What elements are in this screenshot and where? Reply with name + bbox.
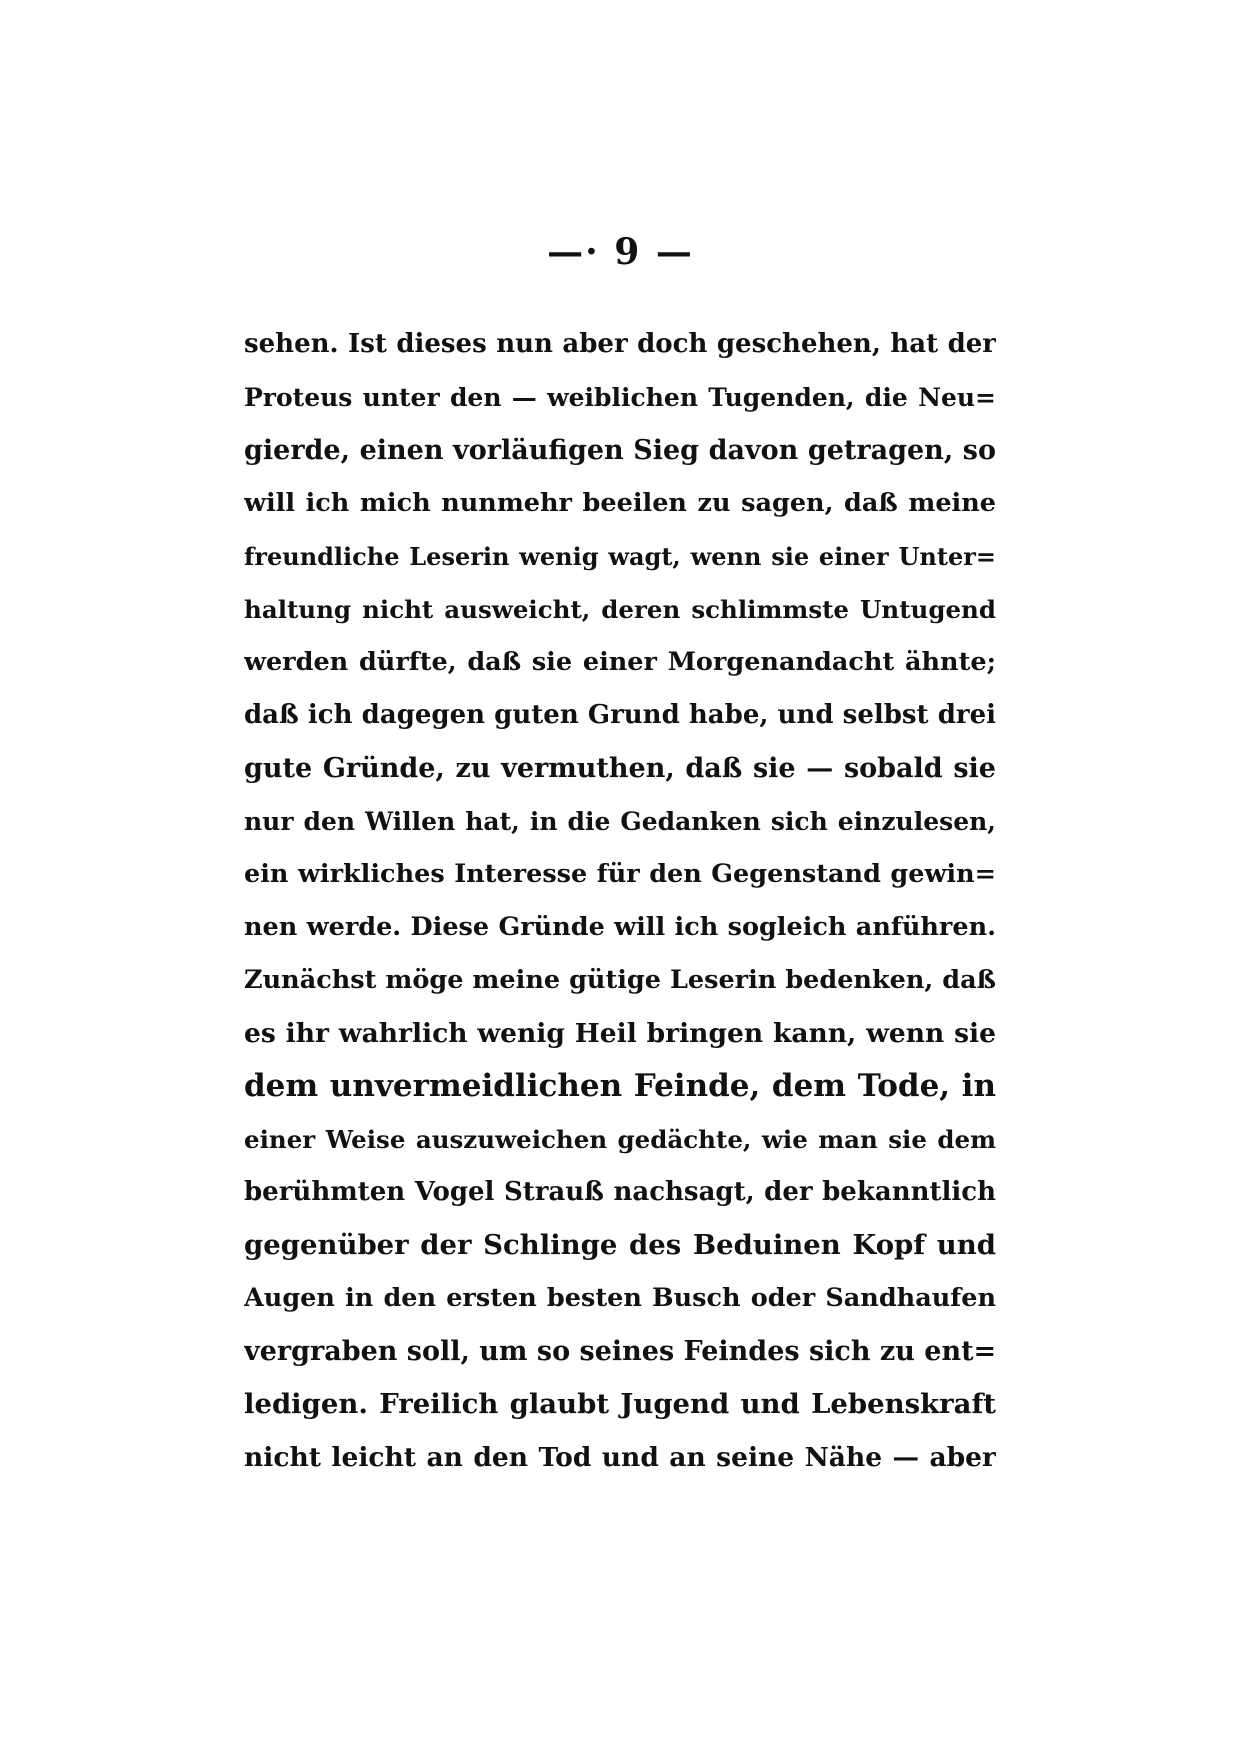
text-line: vergraben soll, um so seines Feindes sich zu ent= (244, 1336, 996, 1367)
text-line: nen werde. Diese Gründe will ich sogleich anführen. (244, 912, 996, 942)
text-line: einer Weise auszuweichen gedächte, wie man sie dem (244, 1125, 996, 1154)
page-number: —· 9 — (547, 231, 694, 273)
text-line: Zunächst möge meine gütige Leserin bedenken, daß (244, 965, 996, 995)
text-line: ein wirkliches Interesse für den Gegenstand gewin= (244, 859, 996, 889)
text-line: es ihr wahrlich wenig Heil bringen kann, wenn sie (244, 1018, 996, 1049)
text-line: Proteus unter den — weiblichen Tugenden, die Neu= (244, 383, 996, 412)
text-line: freundliche Leserin wenig wagt, wenn sie einer Unter= (244, 542, 996, 571)
text-line: dem unvermeidlichen Feinde, dem Tode, in (244, 1068, 996, 1104)
text-line: sehen. Ist dieses nun aber doch geschehen, hat der (244, 329, 996, 359)
text-line: nur den Willen hat, in die Gedanken sich einzulesen, (244, 807, 996, 836)
text-line: berühmten Vogel Strauß nachsagt, der bekanntlich (244, 1177, 996, 1207)
text-line: werden dürfte, daß sie einer Morgenandacht ähnte; (244, 647, 996, 677)
text-line: gegenüber der Schlinge des Beduinen Kopf und (244, 1229, 996, 1261)
text-line: Augen in den ersten besten Busch oder Sandhaufen (244, 1283, 996, 1313)
text-line: nicht leicht an den Tod und an seine Nähe — aber (244, 1442, 996, 1473)
text-line: haltung nicht ausweicht, deren schlimmste Untugend (244, 595, 996, 624)
text-line: gierde, einen vorläufigen Sieg davon getragen, so (244, 435, 996, 466)
body-text (244, 318, 996, 1484)
text-line: gute Gründe, zu vermuthen, daß sie — sobald sie (244, 753, 996, 784)
text-line: will ich mich nunmehr beeilen zu sagen, daß meine (244, 488, 996, 518)
text-line: daß ich dagegen guten Grund habe, und selbst drei (244, 700, 996, 730)
text-line: ledigen. Freilich glaubt Jugend und Lebenskraft (244, 1388, 996, 1420)
